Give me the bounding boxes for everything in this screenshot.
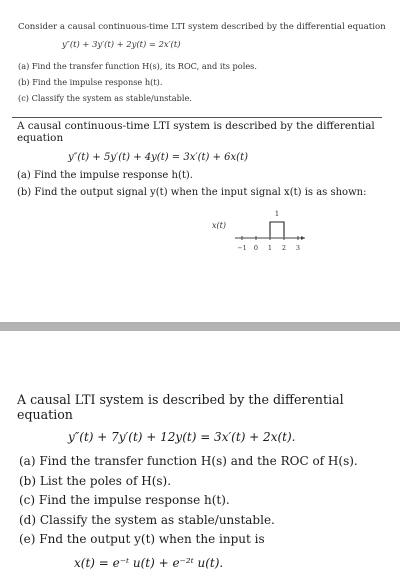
problem-1-equation: y″(t) + 3y′(t) + 2y(t) = 2x′(t) bbox=[62, 39, 181, 49]
problem-3-parts bbox=[19, 452, 400, 550]
axis-arrowhead bbox=[301, 236, 305, 240]
problem-3-part-b: (b) List the poles of H(s). bbox=[19, 473, 172, 488]
axis-tick-label: 0 bbox=[253, 244, 259, 252]
pulse-height-label: 1 bbox=[274, 210, 280, 218]
problem-3-part-e: (e) Fnd the output y(t) when the input is bbox=[19, 532, 265, 546]
axis-tick-label: 2 bbox=[281, 244, 287, 252]
problem-2-part-b: (b) Find the output signal y(t) when the input signal x(t) is as shown: bbox=[17, 187, 367, 198]
axis-tick-label: 3 bbox=[295, 244, 301, 252]
problem-2 bbox=[0, 120, 400, 201]
input-signal-plot bbox=[0, 204, 400, 264]
problem-2-equation: y″(t) + 5y′(t) + 4y(t) = 3x′(t) + 6x(t) bbox=[68, 152, 249, 163]
problem-3-input-equation: x(t) = e⁻ᵗ u(t) + e⁻²ᵗ u(t). bbox=[74, 555, 224, 570]
problem-1-intro: Consider a causal continuous-time LTI system described by the differential equation bbox=[18, 22, 386, 32]
problem-1-parts bbox=[18, 58, 400, 106]
section-divider-thin bbox=[12, 117, 382, 118]
problem-2-part-a: (a) Find the impulse response h(t). bbox=[17, 170, 193, 181]
problem-3-part-a: (a) Find the transfer function H(s) and the ROC of H(s). bbox=[19, 454, 358, 468]
problem-1 bbox=[0, 22, 400, 106]
problem-3-part-d: (d) Classify the system as stable/unstable. bbox=[19, 512, 275, 527]
rect-pulse bbox=[270, 222, 284, 238]
axis-tick-label: −1 bbox=[237, 244, 247, 252]
problem-3-part-c: (c) Find the impulse response h(t). bbox=[19, 493, 230, 507]
signal-label: x(t) bbox=[212, 221, 226, 230]
problem-1-part-a: (a) Find the transfer function H(s), its ROC, and its poles. bbox=[18, 61, 257, 71]
problem-3-equation: y″(t) + 7y′(t) + 12y(t) = 3x′(t) + 2x(t). bbox=[68, 430, 296, 444]
section-divider-thick bbox=[0, 322, 400, 331]
problem-2-parts bbox=[17, 167, 400, 201]
problem-1-part-b: (b) Find the impulse response h(t). bbox=[18, 77, 163, 87]
problem-3 bbox=[0, 392, 400, 570]
problem-3-intro: A causal LTI system is described by the differential equation bbox=[17, 392, 344, 422]
problem-1-part-c: (c) Classify the system as stable/unstable. bbox=[18, 93, 192, 103]
problem-2-intro: A causal continuous-time LTI system is described by the differential equation bbox=[17, 120, 375, 144]
axis-tick-label: 1 bbox=[267, 244, 273, 252]
